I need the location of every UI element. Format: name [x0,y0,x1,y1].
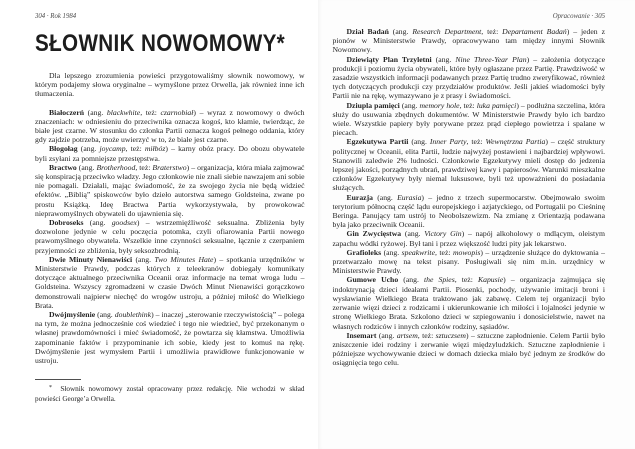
entry-definition: urządzenie służące do dyktowania – przetwarzało mowę na tekst pisany. Posługiwali się nim m.in. urzędnicy w Ministerstwie Prawdy. [332,247,605,276]
entry-english-term: memory hole [419,100,460,110]
entry-meta-close: ) – [193,107,208,117]
entry-meta-open: (ang. [399,100,420,110]
dictionary-entry [333,27,606,55]
entry-meta-mid: , też: [481,27,503,36]
dictionary-entry [35,144,305,162]
entry-meta-mid: , też: [466,137,486,147]
entry-definition: inaczej „sterowanie rzeczywistością” – polega na tym, że można jednocześnie coś wiedzieć i tego nie wiedzieć, być przekonanym o własnej prawdomówności i mieć świadomość, że powtarza się kłamstwa. Umożliwia zapominanie faktów i przypominanie ich sobie, kiedy jest to komuś na rękę. Dwójmyślenie jest wymysłem Partii i umożliwia prawidłowe funkcjonowanie w ustroju. [35,310,305,366]
entry-meta-close: ) – [186,162,198,172]
entry-alt-term: miłbóz [144,144,166,154]
entry-english-term: doublethink [114,310,152,320]
dictionary-entry [35,218,305,255]
entry-definition: karny obóz pracy. Do obozu obywatele byli zsyłani za pomniejsze przestępstwa. [35,144,305,163]
entry-alt-term: luka pamięci [476,100,517,110]
entry-meta-close: ) – [480,247,492,257]
entry-alt-term: Wewnętrzna Partia [485,137,546,147]
entry-definition: jedno z trzech supermocarstw. Obejmowało swoim terytorium północną część lądu europejskiego i azjatyckiego, od Portugalii po Cieśninę Beringa. Panujący tam ustrój to Neobolszewizm. Na zmianę z Orientazją podawana była jako przeciwnik Oceanii. [332,192,605,230]
entry-term: Błogołag [49,144,78,154]
entry-meta-open: (ang. [76,162,97,172]
entry-definition: sztuczne zapłodnienie. Celem Partii było zniszczenie idei rodziny i zerwanie więzi międzyludzkich. Sztuczne zapłodnienie i późniejsze wychowywanie dzieci w domach dziecka miało być jednym ze środków do osiągnięcia tego celu. [332,330,605,368]
footnote-text: Słownik nowomowy został opracowany przez redakcję. Nie wchodzi w skład powieści George’a Orwella. [35,385,305,403]
entry-meta-open: (ang. [84,107,107,117]
entry-meta-close: ) – [516,100,527,110]
entry-meta-mid: , też: [125,144,145,154]
entry-definition: wyraz z nowomowy o dwóch znaczeniach: w odniesieniu do przeciwnika oznacza kogoś, kto kłamie, twierdząc, że białe jest czarne. W stosunku do członka Partii oznacza kogoś pełnego oddania, który gdy zajdzie potrzeba, może uwierzyć w to, że białe jest czarne. [35,107,305,145]
entry-meta-open: (ang. [132,254,155,264]
dictionary-entry [35,108,305,145]
entry-meta-open: (ang. [398,275,424,285]
entry-term: Bractwo [49,162,77,172]
entry-meta-close: ) – [503,275,520,285]
footnote-marker: * [49,385,52,392]
dictionary-entry [35,310,305,365]
entry-definition: część struktury politycznej w Oceanii, elita Partii, ludzie najwyżej postawieni i najbardziej wpływowi. Stanowili zaledwie 2% ludności. Członkowie Egzekutywy mieli dostęp do jedzenia lepszej jakości, porządnych ubrań, prawdziwej kawy i papierosów. Warunki mieszkalne członków Egzekutywy były niemal luksusowe, byli też upoważnieni do posiadania służących. [332,137,605,193]
entry-meta-open: (ang. [431,54,456,64]
entry-meta-mid: , też: [459,100,477,110]
entry-term: Białoczerń [49,107,85,117]
entry-meta-open: (ang. [381,247,402,257]
entry-definition: spotkania urzędników w Ministerstwie Prawdy, podczas których z teleekranów dobiegały komunikaty dotyczące aktualnego przeciwnika Oceanii oraz informacje na temat wroga ludu – Goldsteina. Wszyscy zgromadzeni w czasie Dwóch Minut Nienawiści gorączkowo demonstrowali najpierw niechęć do wrogów ustroju, a później miłość do Wielkiego Brata. [35,254,305,310]
entry-term: Grafioleks [346,247,382,257]
entry-meta-open: (ang. [388,27,413,36]
page-right [318,0,635,449]
entry-alt-term: Braterstwo [152,162,187,172]
entry-term: Eurazja [346,192,373,202]
dictionary-entry [333,248,606,276]
entry-definition: wstrzemięźliwość seksualna. Zbliżenia były dozwolone jedynie w celu poczęcia potomka, czyli ofiarowania Partii nowego prawomyślnego obywatela. Wszelkie inne czynności seksualne, łącznie z czerpaniem przyjemności ze zbliżenia, były seksozbrodnią. [35,218,305,255]
entry-alt-term: czarnobiał [160,107,194,117]
entry-meta-open: (ang. [401,229,425,239]
entry-english-term: goodsex [111,218,137,228]
running-header-left: 304 · Rok 1984 [35,13,77,20]
entry-english-term: the Spies [423,275,455,285]
intro-paragraph: Dla lepszego zrozumienia powieści przygotowaliśmy słownik nowomowy, w którym podajemy słowa oryginalne – wymyślone przez Orwella, jak również inne ich tłumaczenia. [35,71,305,99]
entry-meta-close: ) – [526,54,542,64]
entry-meta-open: (ang. [95,310,115,320]
entry-meta-mid: , też: [140,107,161,117]
dictionary-entry [333,137,606,192]
dictionary-entry [333,229,606,247]
entry-term: Dobroseks [49,218,84,228]
entry-meta-open: (ang. [77,144,100,154]
entry-english-term: Eurasia [397,192,422,202]
entry-english-term: Nine Three-Year Plan [455,54,527,64]
entry-alt-term: Departament Badań [502,27,567,36]
entry-meta-open: (ang. [372,192,398,202]
dictionary-entry [35,255,305,310]
entry-meta-mid: , też: [434,247,453,257]
entry-english-term: speakwrite [401,247,435,257]
entry-definition: organizacja zajmująca się indoktrynacją dzieci ideałami Partii. Piosenki, pochody, używanie imitacji broni i wysławianie Wielkiego Brata traktowano jak zabawę. Celem tej organizacji było zerwanie więzi dzieci z rodzicami i ukierunkowanie ich miłości i lojalności jedynie w stronę Wielkiego Brata. Szkolono dzieci w szpiegowaniu i donosicielstwie, nawet na własnych rodziców i innych członków rodziny, sąsiadów. [332,275,605,331]
dictionary-entry [333,55,606,101]
entry-english-term: blackwhite [106,107,141,117]
entry-term: Dziupla pamięci [346,100,400,110]
entry-term: Dwójmyślenie [49,310,96,320]
entry-meta-close: ) – [566,27,581,36]
entry-meta-close: ) – [213,254,227,264]
entry-term: Dział Badań [346,27,389,36]
entry-meta-close: ) – [136,218,156,228]
entry-definition: jeden z pionów w Ministerstwie Prawdy, opracowywano tam między innymi Słownik Nowomowy. [332,27,605,55]
footnote [35,384,305,404]
entry-meta-close: ) – [461,229,476,239]
entry-meta-close: ) – [151,310,162,320]
entry-alt-term: mowopis [452,247,481,257]
entry-term: Dziewiąty Plan Trzyletni [346,54,432,64]
entry-definition: podłużna szczelina, która służy do usuwania zbędnych dokumentów. W Ministerstwie Prawdy było ich bardzo wiele. Wszystkie papiery były porywane przez prąd ciepłego powietrza i spalane w piecach. [332,100,605,138]
entry-term: Egzekutywa Partii [346,137,409,147]
entry-alt-term: sztuczsem [435,330,466,340]
entry-definition: napój alkoholowy o mdlącym, oleistym zapachu wódki ryżowej. Był tani i przez większość ludzi pity jak lekarstwo. [332,229,605,248]
entry-meta-close: ) – [465,330,478,340]
entry-term: Gumowe Ucho [346,275,399,285]
running-header-right: Opracowanie · 305 [552,13,605,20]
footnote-rule [35,379,81,380]
entry-meta-close: ) – [545,137,558,147]
entry-meta-close: ) – [165,144,179,154]
entry-english-term: Inner Party [429,137,467,147]
entry-definition: założenia dotyczące produkcji i poziomu życia obywateli, które były ogłaszane przez Partię. Prawdziwość w zasadzie wszystkich informacji podawanych przez Partię trudno zweryfikować, również tych dotyczących produkcji czy przydziałów produktów. Jeśli jakieś wiadomości były Partii nie na rękę, wymazywano je z prasy i świadomości. [332,54,605,101]
entry-meta-open: (ang. [83,218,112,228]
footnote-block [35,379,305,404]
entry-meta-mid: , też: [135,162,153,172]
entry-english-term: Two Minutes Hate [154,254,214,264]
entry-meta-open: (ang. [408,137,430,147]
entry-meta-mid: , też: [417,330,436,340]
dictionary-entry [333,331,606,368]
left-entries [35,108,305,366]
entry-english-term: Brotherhood [96,162,136,172]
dictionary-entry [35,163,305,218]
chapter-title: SŁOWNIK NOWOMOWY* [35,30,286,57]
right-entries [333,27,606,368]
entry-english-term: artsem [396,330,418,340]
entry-meta-mid: , też: [454,275,478,285]
dictionary-entry [333,275,606,330]
dictionary-entry [333,101,606,138]
entry-term: Insemart [346,330,377,340]
entry-term: Gin Zwycięstwa [346,229,402,239]
entry-meta-close: ) – [421,192,437,202]
entry-english-term: Victory Gin [424,229,462,239]
entry-alt-term: Kapusie [477,275,504,285]
entry-term: Dwie Minuty Nienawiści [49,254,133,264]
entry-english-term: joycamp [99,144,126,154]
entry-definition: organizacja, która miała zajmować się konspiracją przeciwko władzy. Jego członkowie nie znali siebie nawzajem ani sobie nie pomagali. Działali, mając świadomość, że za swojego życia nie będą widzieć efektów. „Biblią” spiskowców było dzieło autorstwa samego Goldsteina, zwane po prostu Książką. Ideę Bractwa Partia wykorzystywała, by prowokować nieprawomyślnych obywateli do ujawnienia się. [35,162,305,218]
entry-english-term: Research Department [412,27,482,36]
entry-meta-open: (ang. [376,330,397,340]
dictionary-entry [333,193,606,230]
